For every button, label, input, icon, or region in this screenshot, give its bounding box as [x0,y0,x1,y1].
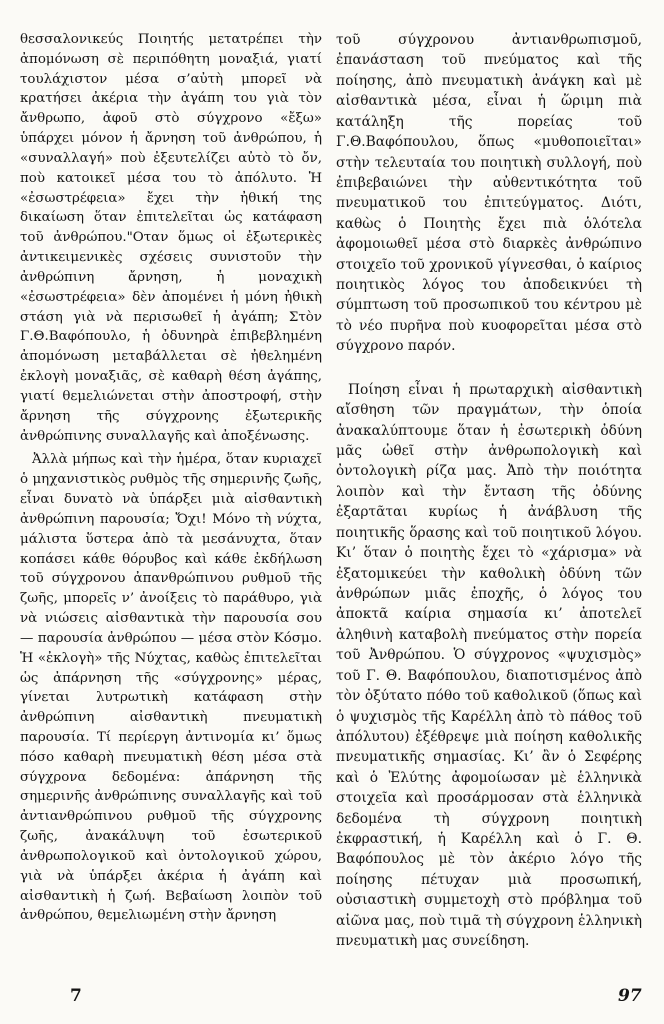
right-paragraph-2: Ποίηση εἶναι ἡ πρωταρχικὴ αἰσθαντικὴ αἴσθηση τῶν πραγμάτων, τὴν ὁποία ἀνακαλύπτουμε ὅταν ἡ ἐσωτερικὴ ὀδύνη μᾶς ὠθεῖ στὴν ἀνθρωπολογικὴ καὶ ὀντολογικὴ ρίζα μας. Ἀπὸ τὴν ποιότητα λοιπὸν καὶ τὴν ἔνταση τῆς ὀδύνης ἐξαρτᾶται κυρίως ἡ ἀνάβλυση τῆς ποιητικῆς ὅρασης καὶ τοῦ ποιητικοῦ λόγου. Κι’ ὅταν ὁ ποιητὴς ἔχει τὸ «χάρισμα» νὰ ἐξατομικεύει τὴν καθολικὴ ὀδύνη τῶν ἀνθρώπων μιᾶς ἐποχῆς, ὁ λόγος του ἀποκτᾶ καίρια σημασία κι’ ἀποτελεῖ ἀληθινὴ καταβολὴ πνεύματος στὴν πορεία τοῦ Ἀνθρώπου. Ὁ σύγχρονος «ψυχισμὸς» τοῦ Γ. Θ. Βαφόπουλου, διαποτισμένος ἀπὸ τὸν ὀξύτατο πόθο τοῦ καθολικοῦ (ὅπως καὶ ὁ ψυχισμὸς τῆς Καρέλλη ἀπὸ τὸ πάθος τοῦ ἀπόλυτου) ἐξέθρεψε μιὰ ποίηση καθολικῆς πνευματικῆς σημασίας. Κι’ ἂν ὁ Σεφέρης καὶ ὁ Ἐλύτης ἀφομοίωσαν μὲ ἑλληνικὰ στοιχεῖα καὶ προσάρμοσαν στὰ ἑλληνικὰ δεδομένα τὴ σύγχρονη ποιητικὴ ἐκφραστική, ἡ Καρέλλη καὶ ὁ Γ. Θ. Βαφόπουλος μὲ τὸν ἀκέριο λόγο τῆς ποίησης πέτυχαν μιὰ προσωπική, οὐσιαστικὴ συμμετοχὴ στὸ πρόβλημα τοῦ αἰῶνα μας, ποὺ τιμᾶ τὴ σύγχρονη ἑλληνικὴ πνευματικὴ μας συνείδηση. [336,381,642,950]
left-paragraph-2: Ἀλλὰ μήπως καὶ τὴν ἡμέρα, ὅταν κυριαχεῖ ὁ μηχανιστικὸς ρυθμὸς τῆς σημερινῆς ζωῆς, εἶναι δυνατὸ νὰ ὑπάρξει μιὰ αἰσθαντικὴ ἀνθρώπινη παρουσία; Ὄχι! Μόνο τὴ νύχτα, μάλιστα ὕστερα ἀπὸ τὰ μεσάνυχτα, ὅταν κοπάσει κάθε θόρυβος καὶ κάθε ἐκδήλωση τοῦ σύγχρονου ἀπανθρώπινου ρυθμοῦ τῆς ζωῆς, μπορεῖς ν’ ἀνοίξεις τὸ παράθυρο, γιὰ νὰ νιώσεις αἰσθαντικὰ τὴν παρουσία σου — παρουσία ἀνθρώπου — μέσα στὸν Κόσμο. Ἡ «ἐκλογὴ» τῆς Νύχτας, καθὼς ἐπιτελεῖται ὡς ἀπάρνηση τῆς «σύγχρονης» μέρας, γίνεται λυτρωτικὴ κατάφαση στὴν ἀνθρώπινη αἰσθαντικὴ πνευματικὴ παρουσία. Τί περίεργη ἀντινομία κι’ ὅμως πόσο καθαρὴ πνευματικὴ θέση μέσα στὰ σύγχρονα δεδομένα: ἀπάρνηση τῆς σημερινῆς ἀνθρώπινης συναλλαγῆς καὶ τοῦ ἀντιανθρώπινου ρυθμοῦ τῆς σύγχρονης ζωῆς, ἀνακάλυψη τοῦ ἐσωτερικοῦ ἀνθρωπολογικοῦ καὶ ὀντολογικοῦ χώρου, γιὰ νὰ ὑπάρξει ἀκέρια ἡ ἀγάπη καὶ αἰσθαντικὴ ἡ ζωή. Βεβαίωση λοιπὸν τοῦ ἀνθρώπου, θεμελιωμένη στὴν ἄρνηση [20,452,322,924]
left-text-column [20,30,322,926]
right-paragraph-1: τοῦ σύγχρονου ἀντιανθρωπισμοῦ, ἐπανάσταση τοῦ πνεύματος καὶ τῆς ποίησης, ἀπὸ πνευματικὴ ἀνάγκη καὶ μὲ αἰσθαντικὰ μέσα, εἶναι ἡ ὥριμη πιὰ κατάληξη τῆς πορείας τοῦ Γ.Θ.Βαφόπουλου, ὅπως «μυθοποιεῖται» στὴν τελευταία του ποιητικὴ συλλογή, ποὺ ἐπιβεβαιώνει τὴν αὐθεντικότητα τοῦ πνευματικοῦ του ἐπιτεύγματος. Διότι, καθὼς ὁ Ποιητὴς ἔχει πιὰ ὁλότελα ἀφομοιωθεῖ μέσα στὸ διαρκὲς ἀνθρώπινο στοιχεῖο τοῦ χρονικοῦ γίγνεσθαι, ὁ καίριος ποιητικὸς λόγος του ἀποδεικνύει τὴ σύμπτωση τοῦ προσωπικοῦ του κέντρου μὲ τὸ νέο πυρῆνα ποὺ κυοφορεῖται μέσα στὸ σύγχρονο παρόν. [336,32,642,355]
page-number-left: 7 [70,986,82,1006]
left-paragraph-1: θεσσαλονικεύς Ποιητής μετατρέπει τὴν ἀπομόνωση σὲ περιπόθητη μοναξιά, γιατί τουλάχιστον μέσα σ’αὐτὴ μπορεῖ νὰ κρατήσει ἀκέρια τὴν ἀγάπη του γιὰ τὸν ἄνθρωπο, ἀφοῦ στὸ σύγχρονο «ἔξω» ὑπάρχει μόνον ἡ ἄρνηση τοῦ ἀνθρώπου, ἡ «συναλλαγή» ποὺ ἐξευτελίζει αὐτὸ τὸ ὄν, ποὺ κατοικεῖ μέσα του τὸ ἀπόλυτο. Ἡ «ἐσωστρέφεια» ἔχει τὴν ἠθική της δικαίωση ὅταν ἐπιτελεῖται ὡς κατάφαση τοῦ ἀνθρώπου."Οταν ὅμως οἱ ἐξωτερικὲς ἀντικειμενικὲς σχέσεις συνιστοῦν τὴν ἀνθρώπινη ἄρνηση, ἡ μοναχικὴ «ἐσωστρέφεια» δὲν ἀπομένει ἡ μόνη ἠθικὴ στάση γιὰ νὰ περισωθεῖ ἡ ἀγάπη; Στὸν Γ.Θ.Βαφόπουλο, ἡ ὀδυνηρὰ ἐπιβεβλημένη ἀπομόνωση μεταβάλλεται σὲ ἠθελημένη ἐκλογὴ μοναξιᾶς, σὲ καθαρὴ θέση ἀγάπης, γιατί θεμελιώνεται στὴν ἀποστροφή, στὴν ἄρνηση τῆς σύγχρονης ἐξωτερικῆς ἀνθρώπινης συναλλαγῆς καὶ ἀποξένωσης. [20,32,322,444]
page-number-right: 97 [618,986,642,1006]
right-text-column [336,30,642,952]
